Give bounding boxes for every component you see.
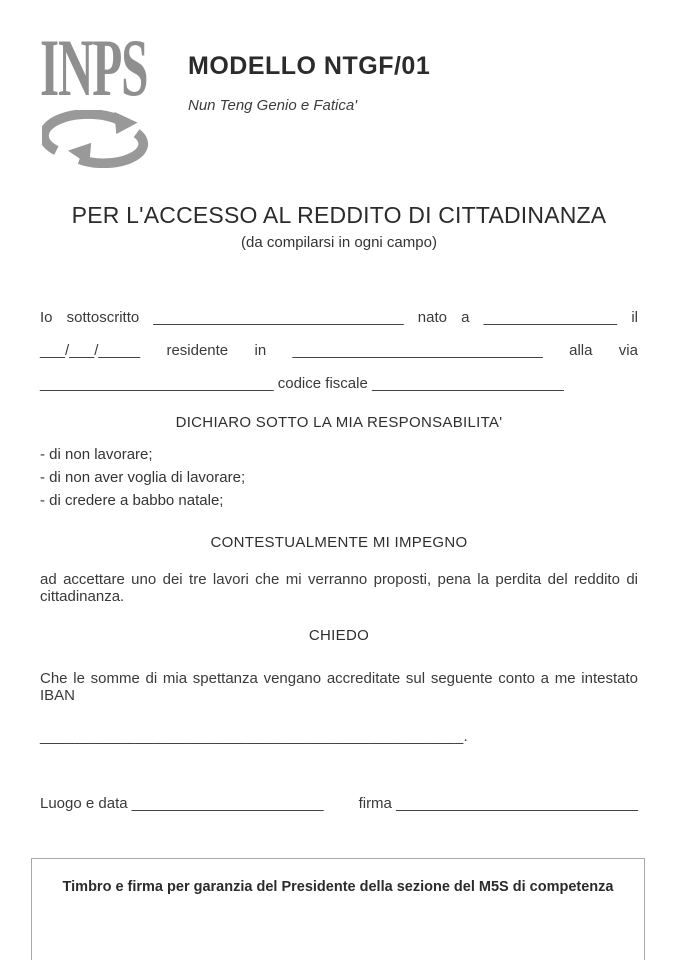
- request-body: Che le somme di mia spettanza vengano accreditate sul seguente conto a me intestato IBAN: [40, 670, 638, 705]
- signature-line: firma _____________________________: [358, 795, 638, 813]
- signature-row: [40, 795, 638, 812]
- title-section: [40, 202, 638, 251]
- model-title: MODELLO NTGF/01: [188, 52, 431, 80]
- stamp-box-label: Timbro e firma per garanzia del Presidente della sezione del M5S di competenza: [62, 879, 614, 896]
- iban-blank-line: _________________________________________________.: [40, 728, 468, 746]
- stamp-signature-box: [31, 858, 645, 960]
- document-title: PER L'ACCESSO AL REDDITO DI CITTADINANZA: [71, 202, 607, 229]
- place-date-line: Luogo e data _______________________: [40, 795, 324, 813]
- commitment-heading: CONTESTUALMENTE MI IMPEGNO: [210, 534, 468, 552]
- document-title-note: (da compilarsi in ogni campo): [241, 234, 437, 252]
- field-line-date-residence: ___/___/_____ residente in ______________________________ alla via: [40, 342, 638, 360]
- request-heading: CHIEDO: [308, 627, 370, 645]
- header-titles: [188, 52, 430, 114]
- document-header: [40, 22, 638, 168]
- declaration-item: - di non lavorare;: [40, 446, 153, 464]
- personal-data-fields: [40, 301, 638, 400]
- declaration-heading: DICHIARO SOTTO LA MIA RESPONSABILITA': [175, 414, 503, 432]
- model-subtitle: Nun Teng Genio e Fatica': [188, 97, 358, 114]
- inps-logo-text: INPS: [40, 22, 148, 113]
- inps-logo: [40, 22, 158, 168]
- declaration-item: - di non aver voglia di lavorare;: [40, 469, 246, 487]
- field-line-fiscal-code: ____________________________ codice fiscale _______________________: [40, 375, 564, 393]
- field-line-name-birth: Io sottoscritto ______________________________ nato a ________________ il: [40, 309, 638, 327]
- declaration-item: - di credere a babbo natale;: [40, 492, 224, 510]
- declaration-list: [40, 443, 638, 512]
- commitment-body: ad accettare uno dei tre lavori che mi verranno proposti, pena la perdita del reddito di cittadinanza.: [40, 571, 638, 606]
- cycle-arrows-icon: [42, 110, 150, 168]
